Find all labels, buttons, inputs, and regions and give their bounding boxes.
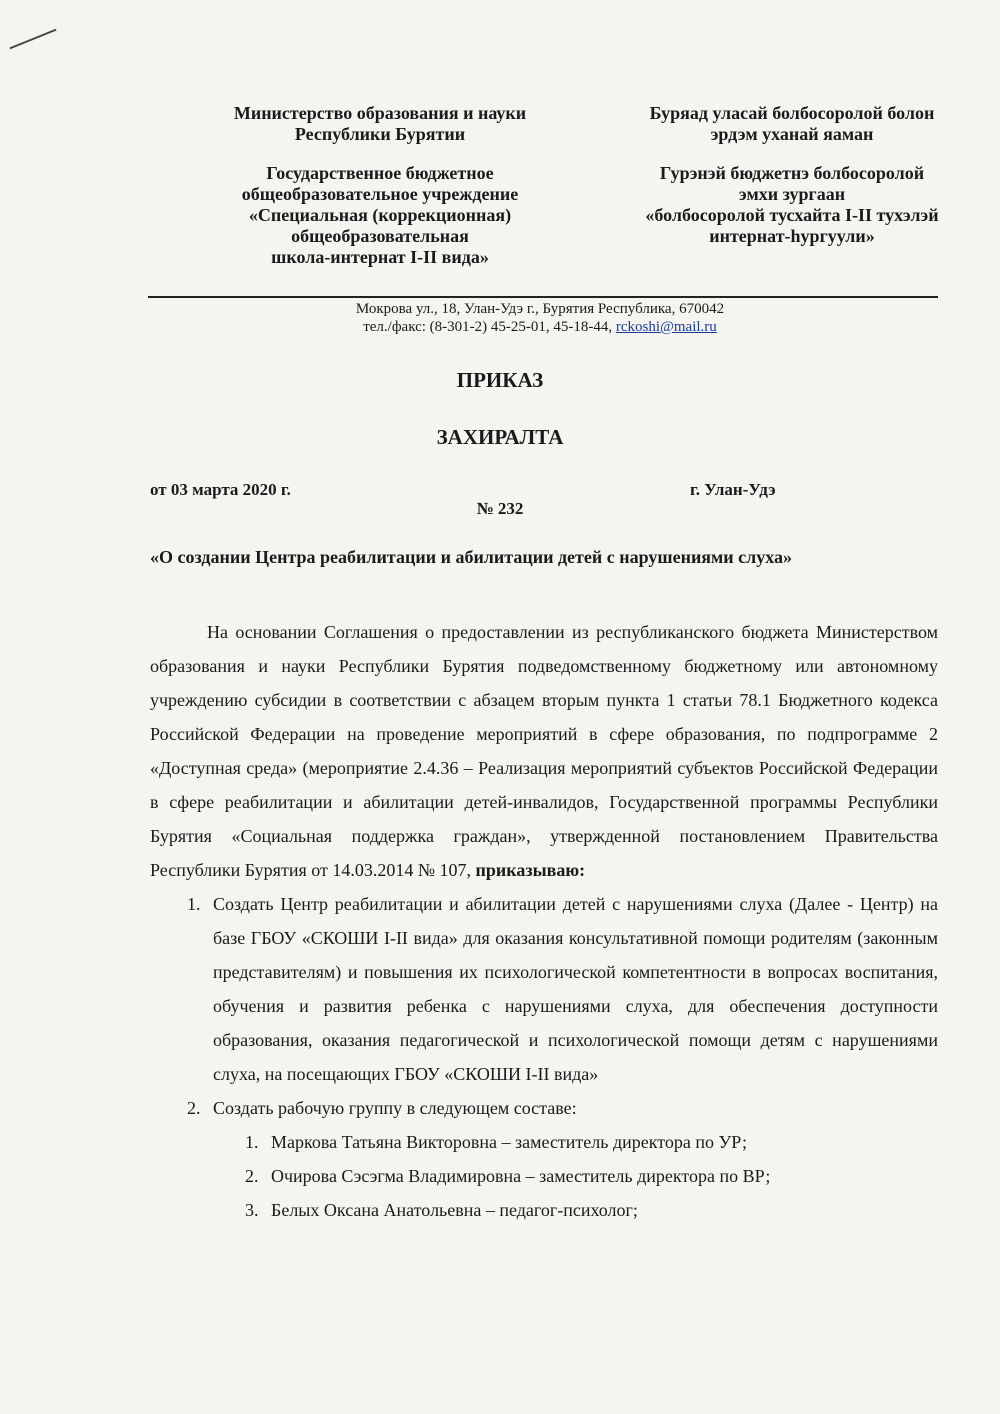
order-body <box>150 615 938 1227</box>
order-number: № 232 <box>476 499 524 518</box>
address-line: Мокрова ул., 18, Улан-Удэ г., Бурятия Республика, 670042 <box>355 301 725 317</box>
header-left-line: Республики Бурятии <box>294 124 466 144</box>
header-right-line: Буряад уласай болбосоролой болон <box>649 103 935 123</box>
order-item-text: Создать рабочую группу в следующем составе: <box>213 1098 577 1118</box>
phone-text: тел./факс: (8-301-2) 45-25-01, 45-18-44, <box>363 319 616 335</box>
header-right-line: «болбосоролой тусхайта I-II тухэлэй <box>645 205 939 225</box>
preamble-text: На основании Соглашения о предоставлении из республиканского бюджета Министерством образования и науки Республики Бурятия подведомственному бюджетному или автономному учреждению субсидии в соответствии с абзацем вторым пункта 1 статьи 78.1 Бюджетного кодекса Российской Федерации на проведение мероприятий в сфере образования, по подпрограмме 2 «Доступная среда» (мероприятие 2.4.36 – Реализация мероприятий субъектов Российской Федерации в сфере реабилитации и абилитации детей-инвалидов, Государственной программы Республики Бурятия «Социальная поддержка граждан», утвержденной постановлением Правительства Республики Бурятия от 14.03.2014 № 107, <box>150 622 938 880</box>
header-left-line: Министерство образования и науки <box>233 103 527 123</box>
header-right-line: интернат-hургуули» <box>709 226 875 246</box>
header-left-line: Государственное бюджетное <box>266 163 494 183</box>
header-right-line: эрдэм уханай яаман <box>710 124 874 144</box>
working-group-member: 3. Белых Оксана Анатольевна – педагог-психолог; <box>263 1193 938 1227</box>
header-right-line: эмхи зургаан <box>738 184 846 204</box>
working-group-list <box>213 1125 938 1227</box>
header-left-line: общеобразовательное учреждение <box>241 184 519 204</box>
address-block <box>300 300 780 336</box>
pen-mark <box>9 29 56 50</box>
order-item <box>205 1091 938 1227</box>
order-subject: «О создании Центра реабилитации и абилитации детей с нарушениями слуха» <box>150 547 793 567</box>
header-left-line: школа-интернат I-II вида» <box>271 247 489 267</box>
header-left-line: «Специальная (коррекционная) <box>248 205 512 225</box>
order-city: г. Улан-Удэ <box>690 480 776 499</box>
header-left <box>180 103 580 268</box>
order-item: 1. Создать Центр реабилитации и абилитации детей с нарушениями слуха (Далее - Центр) на базе ГБОУ «СКОШИ I-II вида» для оказания консультативной помощи родителям (законным представителям) и повышения их психологической компетентности в вопросах воспитания, обучения и развития ребенка с нарушениями слуха, для обеспечения доступности образования, оказания педагогической и психологической помощи детям с нарушениями слуха, на посещающих ГБОУ «СКОШИ I-II вида» <box>205 887 938 1091</box>
header-left-line: общеобразовательная <box>291 226 469 246</box>
header-right <box>592 103 992 247</box>
contact-line <box>300 318 780 336</box>
header-divider <box>148 296 938 298</box>
email-link[interactable]: rckoshi@mail.ru <box>615 319 717 335</box>
order-date: от 03 марта 2020 г. <box>150 480 291 499</box>
order-items <box>150 887 938 1227</box>
document-title-buryat: ЗАХИРАЛТА <box>436 425 564 449</box>
working-group-member: 1. Маркова Татьяна Викторовна – заместитель директора по УР; <box>263 1125 938 1159</box>
preamble-directive: приказываю: <box>475 860 586 880</box>
header-right-line: Гурэнэй бюджетнэ болбосоролой <box>659 163 925 183</box>
document-title: ПРИКАЗ <box>456 368 544 392</box>
preamble <box>150 615 938 887</box>
working-group-member: 2. Очирова Сэсэгма Владимировна – заместитель директора по ВР; <box>263 1159 938 1193</box>
